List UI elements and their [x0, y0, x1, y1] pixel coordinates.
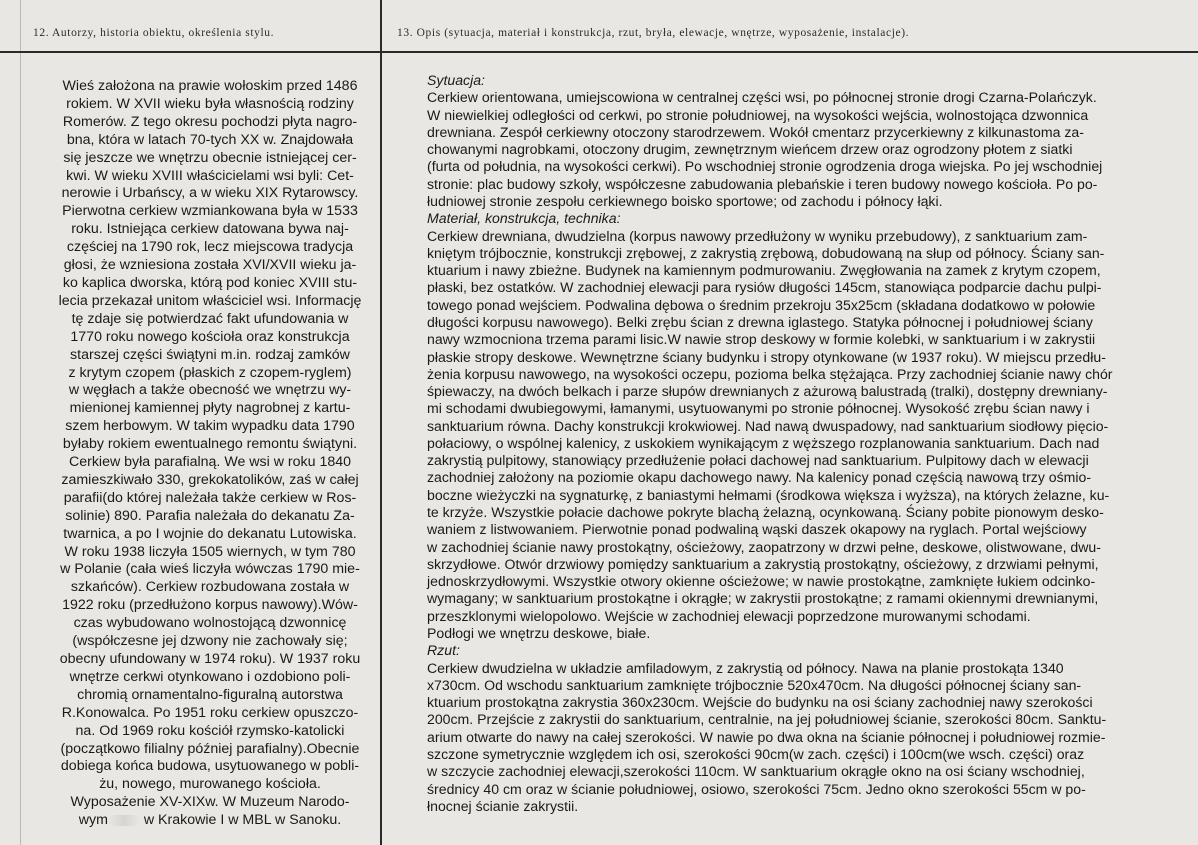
history-text-line: Wieś założona na prawie wołoskim przed 1486 [62, 78, 358, 94]
sytuacja-text-line: stronie: plac budowy szkoły, współczesne zabudowania plebańskie i teren budowy nowego kościoła. Po po- [427, 175, 1098, 192]
material-text-line: płaski, bez ostatków. W zachodniej elewacji para rysiów długości 145cm, stanowiąca podparcie dachu pulpi- [427, 279, 1102, 296]
rzut-text-line: w szczycie zachodniej elewacji,szerokości 110cm. W sanktuarium okrągłe okno na osi ściany wschodniej, [427, 763, 1085, 780]
history-text-line: żu, nowego, murowanego kościoła. [99, 776, 321, 793]
section-header-13: 13. Opis (sytuacja, materiał i konstrukcja, rzut, bryła, elewacje, wnętrze, wyposażenie, instalacje). [397, 27, 910, 39]
history-text-line: dobiega końca budowa, usytuowanego w pobli- [60, 758, 360, 775]
history-text-line: 1770 roku nowego kościoła oraz konstrukcja [70, 328, 350, 345]
rzut-text-line: ktuarium prostokątna zakrystia 360x230cm. Wejście do budynku na osi ściany zachodniej nawy szerokości [427, 694, 1093, 711]
history-text-line: byłaby rokiem ewentualnego remontu świątyni. [62, 436, 358, 453]
section-heading-material: Materiał, konstrukcja, technika: [427, 210, 621, 227]
material-text-line: płaskie stropy deskowe. Wewnętrzne ściany budynku i stropy otynkowane (w 1937 roku). W miejscu przedłu- [427, 348, 1106, 365]
history-text-column [40, 78, 380, 830]
history-text-line: 1922 roku (przedłużono korpus nawowy).Wów- [62, 597, 358, 614]
material-text-line: długości korpusu nawowego). Belki zrębu ścian z drewna iglastego. Statyka północnej i południowej ściany [427, 313, 1093, 330]
sytuacja-text-line: drewniana. Zespół cerkiewny otoczony starodrzewem. Wokół cmentarz przycerkiewny z kilkunastoma za- [427, 123, 1084, 140]
material-text-line: przeszklonymi wielopolowo. Wejście w zachodniej elewacji poprzedzone murowanymi schodami. [427, 607, 1031, 624]
description-text-column [427, 72, 1187, 815]
material-text-line: waniem z listwowaniem. Pierwotnie ponad podwaliną wąski daszek okapowy na ryglach. Portal wejściowy [427, 521, 1087, 538]
history-text-line: rokiem. W XVII wieku była własnością rodziny [66, 95, 354, 112]
history-text-line [40, 812, 380, 830]
material-text-line: mi schodami dwubiegowymi, łamanymi, usytuowanymi po stronie północnej. Wysokość zrębu ścian nawy i [427, 400, 1090, 417]
material-text-line: sanktuarium równa. Dachy konstrukcji krokwiowej. Nad nawą dwuspadowy, nad sanktuarium siodłowy pięcio- [427, 417, 1109, 434]
history-text-line: z krytym czopem (płaskich z czopem-ryglem) [68, 364, 352, 381]
history-text-fragment: wym [78, 812, 108, 829]
sytuacja-text-line: Cerkiew orientowana, umiejscowiona w centralnej części wsi, po północnej stronie drogi Czarna-Polańczyk. [427, 89, 1097, 106]
history-text-line: szkańców). Cerkiew rozbudowana została w [70, 579, 350, 596]
material-text-line: kniętym trójbocznie, konstrukcji zrębowej, z zakrystią zrębową, dobudowaną na słup od północy. Ściany san- [427, 244, 1105, 261]
material-text-line: w zachodniej ścianie nawy prostokątny, ościeżowy, zaopatrzony w drzwi pełne, deskowe, olistwowane, dwu- [427, 538, 1101, 555]
history-text-line: Cerkiew była parafialną. We wsi w roku 1840 [68, 454, 352, 471]
rzut-text-line: średnicy 40 cm oraz w ścianie południowej, osiowo, szerokości 75cm. Jedno okno szerokości 55cm w po- [427, 780, 1086, 797]
material-text-line: Cerkiew drewniana, dwudzielna (korpus nawowy przedłużony w wyniku przebudowy), z sanktuarium zam- [427, 227, 1088, 244]
history-text-line: w Polanie (cała wieś liczyła wówczas 1790 mie- [60, 561, 360, 578]
history-text-line: bna, która w latach 70-tych XX w. Znajdowała [66, 131, 354, 148]
history-text-line: solinie) 890. Parafia należała do dekanatu Za- [65, 507, 355, 524]
history-text-line: Wyposażenie XV-XIXw. W Muzeum Narodo- [70, 794, 350, 811]
history-text-fragment: w Krakowie I w MBL w Sanoku. [139, 812, 342, 829]
history-text-line: kwi. W wieku XVIII właścicielami wsi byli: Cet- [66, 167, 354, 184]
sytuacja-text-line: chowanymi nagrobkami, otoczony drugim, zewnętrznym wieńcem drzew oraz ogrodzony płotem z siatki [427, 141, 1073, 158]
history-text-line: wnętrze cerkwi otynkowano i ozdobiono poli- [69, 668, 351, 685]
sytuacja-text-line: (furta od południa, na wysokości cerkwi). Po wschodniej stronie ogrodzenia droga wiejska. Po jej wschodniej [427, 158, 1103, 175]
history-text-line: chromią ornamentalno-figuralną autorstwa [77, 686, 343, 703]
rzut-text-line: Cerkiew dwudzielna w układzie amfiladowym, z zakrystią od północy. Nawa na planie prostokąta 1340 [427, 659, 1064, 676]
history-text-line: nerowie i Urbańscy, a w wieku XIX Rytarowscy. [61, 185, 359, 202]
history-text-line: twarnica, a po I wojnie do dekanatu Lutowiska. [63, 525, 357, 542]
material-text-line: żenia korpusu nawowego, na wysokości oczepu, pozioma belka stężająca. Przy zachodniej ścianie nawy chór [427, 365, 1113, 382]
rzut-text-line: arium otwarte do nawy na całej szerokości. W nawie po dwa okna na ścianie północnej i południowej rozmie- [427, 728, 1106, 745]
history-text-line: na. Od 1969 roku kościół rzymsko-katolicki [75, 722, 345, 739]
history-text-line: się jeszcze we wnętrzu obecnie istniejącej cer- [63, 149, 357, 166]
history-text-line: starszej części świątyni m.in. rodzaj zamków [70, 346, 350, 363]
material-text-line: Podłogi we wnętrzu deskowe, białe. [427, 625, 651, 641]
history-text-line: R.Konowalca. Po 1951 roku cerkiew opuszczo- [61, 704, 359, 721]
rzut-text-line: szczone symetrycznie względem ich osi, szerokości 90cm(w zach. części) i 100cm(we wsch. części) oraz [427, 745, 1085, 762]
material-text-line: skrzydłowe. Otwór drzwiowy pomiędzy sanktuarium a zakrystią prostokątny, ościeżowy, z drzwiami pełnymi, [427, 555, 1099, 572]
history-text-line: głosi, że wzniesiona została XVI/XVII wieku ja- [63, 257, 357, 274]
history-text-line: czas wybudowano wolnostojącą dzwonnicę [73, 615, 347, 632]
column-divider [380, 0, 382, 845]
material-text-line: zakrystią pulpitowy, stanowiący przedłużenie połaci dachowej nad sanktuarium. Pulpitowy dach w elewacji [427, 452, 1089, 469]
history-text-line: obecny ufundowany w 1974 roku). W 1937 roku [59, 651, 361, 667]
history-text-line: w węgłach a także obecność we wnętrzu wy- [68, 382, 352, 399]
material-text-line: jednoskrzydłowymi. Wszystkie otwory okienne ościeżowe; w nawie prostokątne, zamknięte łukiem odcinko- [427, 573, 1096, 590]
material-text-line: śpiewaczy, na dwóch belkach i parze słupów drewnianych z ażurową balustradą (tralki), dostępny drewniany- [427, 383, 1108, 400]
history-text-line: szem herbowym. W takim wypadku data 1790 [65, 418, 355, 435]
history-text-line: Pierwotna cerkiew wzmiankowana była w 1533 [62, 203, 358, 220]
sytuacja-text-line: łudniowej stronie zespołu cerkiewnego boisko sportowe; od zachodu i północy łąki. [427, 192, 943, 209]
history-text-line: zamieszkiwało 330, grekokatolików, zaś w całej [61, 471, 359, 488]
history-text-line: mienionej kamiennej płyty nagrobnej z kartu- [69, 400, 351, 417]
material-text-line: ktuarium i nawy zbieżne. Budynek na kamiennym podmurowaniu. Zwęgłowania na zamek z krytym czopem, [427, 262, 1101, 279]
redaction-smudge [108, 815, 140, 826]
material-text-line: zachodniej założony na poziomie okapu dachowego nawy. Na kalenicy ponad częścią nawową trzy ośmio- [427, 469, 1092, 486]
history-text-line: tę zdaje się potwierdzać fakt ufundowania w [71, 310, 349, 327]
history-text-line: (współczesne jej dzwony nie zachowały się; [72, 633, 348, 650]
history-text-line: parafii(do której należała także cerkiew w Ros- [63, 489, 357, 506]
history-text-line: roku. Istniejąca cerkiew datowana bywa naj- [71, 221, 349, 238]
material-text-line: boczne wieżyczki na sygnaturkę, z baniastymi hełmami (środkowa większa i wyższa), na których żelazne, ku- [427, 486, 1110, 503]
material-text-line: nawy wzmocniona trzema parami lisic.W nawie strop deskowy w formie kolebki, w sanktuarium i w zakrystii [427, 331, 1096, 348]
history-text-line: lecia przekazał unitom właściciel wsi. Informację [58, 292, 362, 309]
margin-rule [20, 0, 21, 845]
history-text-line: ko kaplica dworska, którą pod koniec XVIII stu- [62, 274, 358, 291]
material-text-line: te krzyże. Wszystkie połacie dachowe pokryte blachą żelazną, ocynkowaną. Ściany pobite pionowym desko- [427, 504, 1104, 521]
history-text-line: W roku 1938 liczyła 1505 wiernych, w tym 780 [64, 543, 356, 560]
sytuacja-text-line: W niewielkiej odległości od cerkwi, po stronie południowej, na wysokości wejścia, wolnostojąca dzwonnica [427, 106, 1089, 123]
section-header-12: 12. Autorzy, historia obiektu, określenia stylu. [33, 27, 275, 39]
rzut-text-line: łnocnej ścianie zakrystii. [427, 797, 579, 814]
history-text-line: częściej na 1790 rok, lecz miejscowa tradycja [66, 239, 354, 256]
section-heading-sytuacja: Sytuacja: [427, 72, 485, 88]
material-text-line: wymagany; w sanktuarium prostokątne i okrągłe; w zakrystii prostokątne; z ramami okiennymi drewnianymi, [427, 590, 1099, 607]
header-rule [0, 51, 1198, 53]
material-text-line: połaciowy, o wspólnej kalenicy, z uskokiem wynikającym z węższego rozplanowania sanktuarium. Dach nad [427, 434, 1100, 451]
rzut-text-line: 200cm. Przejście z zakrystii do sanktuarium, centralnie, na jej południowej ścianie, szerokości 80cm. Sanktu- [427, 711, 1107, 728]
material-text-line: towego ponad wejściem. Podwalina dębowa o średnim przekroju 35x25cm (składana dodatkowo w połowie [427, 296, 1096, 313]
history-text-line: Romerów. Z tego okresu pochodzi płyta nagro- [62, 113, 358, 130]
rzut-text-line: x730cm. Od wschodu sanktuarium zamknięte trójbocznie 520x470cm. Na długości północnej ściany san- [427, 676, 1082, 693]
history-text-line: (początkowo filialny później parafialny).Obecnie [60, 740, 360, 757]
section-heading-rzut: Rzut: [427, 642, 460, 659]
